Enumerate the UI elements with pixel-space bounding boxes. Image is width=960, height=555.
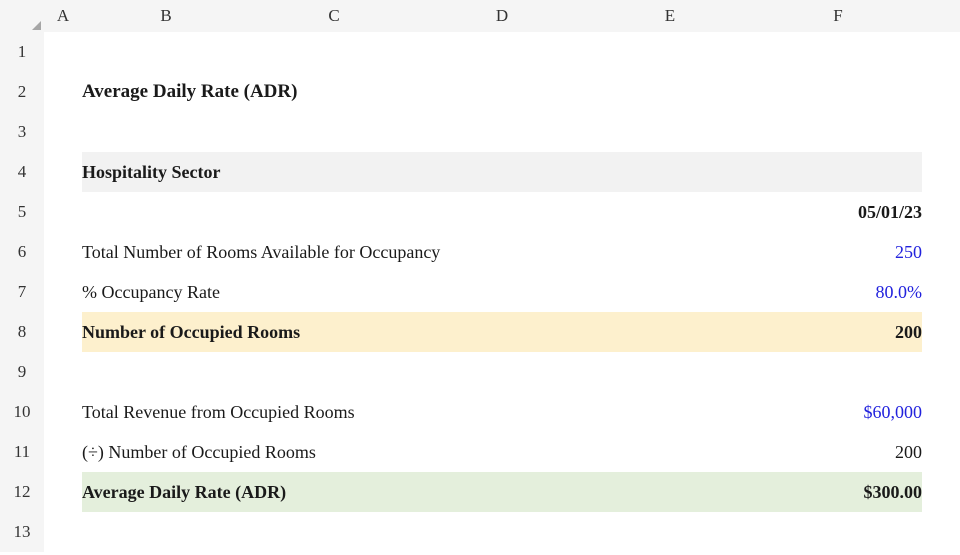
row-header-11[interactable]: 11 [0, 432, 44, 472]
cell-g5[interactable] [922, 192, 960, 232]
column-header-c[interactable]: C [250, 0, 418, 32]
column-header-e[interactable]: E [586, 0, 754, 32]
cell-a13[interactable] [44, 512, 82, 552]
cell-a1[interactable] [44, 32, 82, 72]
row-label-total-revenue[interactable]: Total Revenue from Occupied Rooms [82, 401, 355, 422]
cell-d9[interactable] [418, 352, 586, 392]
cell-g8[interactable] [922, 312, 960, 352]
cell-g10[interactable] [922, 392, 960, 432]
table-row [0, 192, 960, 232]
table-row [0, 272, 960, 312]
cell-a3[interactable] [44, 112, 82, 152]
cell-b9[interactable] [82, 352, 250, 392]
row-label-divide-occupied-rooms[interactable]: (÷) Number of Occupied Rooms [82, 441, 316, 462]
column-header-b[interactable]: B [82, 0, 250, 32]
cell-b13[interactable] [82, 512, 250, 552]
table-row [0, 392, 960, 432]
cell-c1[interactable] [250, 32, 418, 72]
title-underline-rule [82, 112, 922, 152]
table-row [0, 432, 960, 472]
row-label-occupancy-rate[interactable]: % Occupancy Rate [82, 281, 220, 302]
row-value-rooms-available[interactable]: 250 [895, 241, 922, 262]
cell-g7[interactable] [922, 272, 960, 312]
page-title[interactable]: Average Daily Rate (ADR) [82, 81, 298, 102]
row-header-10[interactable]: 10 [0, 392, 44, 432]
row-label-rooms-available[interactable]: Total Number of Rooms Available for Occupancy [82, 241, 441, 262]
row-label-occupied-rooms[interactable]: Number of Occupied Rooms [82, 312, 754, 352]
cell-b1[interactable] [82, 32, 250, 72]
cell-a5[interactable] [44, 192, 82, 232]
table-row [0, 112, 960, 152]
cell-e5[interactable] [586, 192, 754, 232]
cell-e1[interactable] [586, 32, 754, 72]
cell-e9[interactable] [586, 352, 754, 392]
cell-g4[interactable] [922, 152, 960, 192]
table-row [0, 232, 960, 272]
column-header-row [0, 0, 960, 32]
cell-g9[interactable] [922, 352, 960, 392]
cell-a9[interactable] [44, 352, 82, 392]
cell-a12[interactable] [44, 472, 82, 512]
cell-g1[interactable] [922, 32, 960, 72]
column-header-f[interactable]: F [754, 0, 922, 32]
cell-c5[interactable] [250, 192, 418, 232]
section-header[interactable]: Hospitality Sector [82, 152, 922, 192]
row-header-8[interactable]: 8 [0, 312, 44, 352]
row-value-divide-occupied-rooms[interactable]: 200 [895, 441, 922, 462]
cell-a6[interactable] [44, 232, 82, 272]
table-row [0, 312, 960, 352]
cell-a7[interactable] [44, 272, 82, 312]
cell-c9[interactable] [250, 352, 418, 392]
table-row [0, 32, 960, 72]
cell-a10[interactable] [44, 392, 82, 432]
row-header-7[interactable]: 7 [0, 272, 44, 312]
row-header-6[interactable]: 6 [0, 232, 44, 272]
row-label-adr[interactable]: Average Daily Rate (ADR) [82, 472, 754, 512]
cell-a4[interactable] [44, 152, 82, 192]
row-value-occupancy-rate[interactable]: 80.0% [875, 281, 922, 302]
row-header-5[interactable]: 5 [0, 192, 44, 232]
cell-f13[interactable] [754, 512, 922, 552]
cell-g11[interactable] [922, 432, 960, 472]
cell-a2[interactable] [44, 72, 82, 112]
table-row [0, 352, 960, 392]
column-header-a[interactable]: A [44, 0, 82, 32]
row-header-13[interactable]: 13 [0, 512, 44, 552]
select-all-corner[interactable] [0, 0, 44, 32]
cell-e13[interactable] [586, 512, 754, 552]
row-value-occupied-rooms[interactable]: 200 [754, 312, 922, 352]
row-value-total-revenue[interactable]: $60,000 [863, 401, 922, 422]
row-header-3[interactable]: 3 [0, 112, 44, 152]
row-header-1[interactable]: 1 [0, 32, 44, 72]
table-row [0, 72, 960, 112]
column-header-d[interactable]: D [418, 0, 586, 32]
cell-g6[interactable] [922, 232, 960, 272]
table-row [0, 472, 960, 512]
select-all-triangle-icon [32, 21, 41, 30]
table-row [0, 152, 960, 192]
cell-f1[interactable] [754, 32, 922, 72]
cell-g12[interactable] [922, 472, 960, 512]
cell-d5[interactable] [418, 192, 586, 232]
row-value-adr[interactable]: $300.00 [754, 472, 922, 512]
cell-c13[interactable] [250, 512, 418, 552]
cell-g3[interactable] [922, 112, 960, 152]
cell-b5[interactable] [82, 192, 250, 232]
cell-d13[interactable] [418, 512, 586, 552]
column-header-g-partial[interactable] [922, 0, 960, 32]
cell-a11[interactable] [44, 432, 82, 472]
row-header-2[interactable]: 2 [0, 72, 44, 112]
table-row [0, 512, 960, 552]
row-header-9[interactable]: 9 [0, 352, 44, 392]
date-column-header[interactable]: 05/01/23 [857, 201, 922, 222]
row-header-12[interactable]: 12 [0, 472, 44, 512]
row-header-4[interactable]: 4 [0, 152, 44, 192]
cell-g2[interactable] [922, 72, 960, 112]
cell-g13[interactable] [922, 512, 960, 552]
cell-f9[interactable] [754, 352, 922, 392]
cell-d1[interactable] [418, 32, 586, 72]
cell-a8[interactable] [44, 312, 82, 352]
